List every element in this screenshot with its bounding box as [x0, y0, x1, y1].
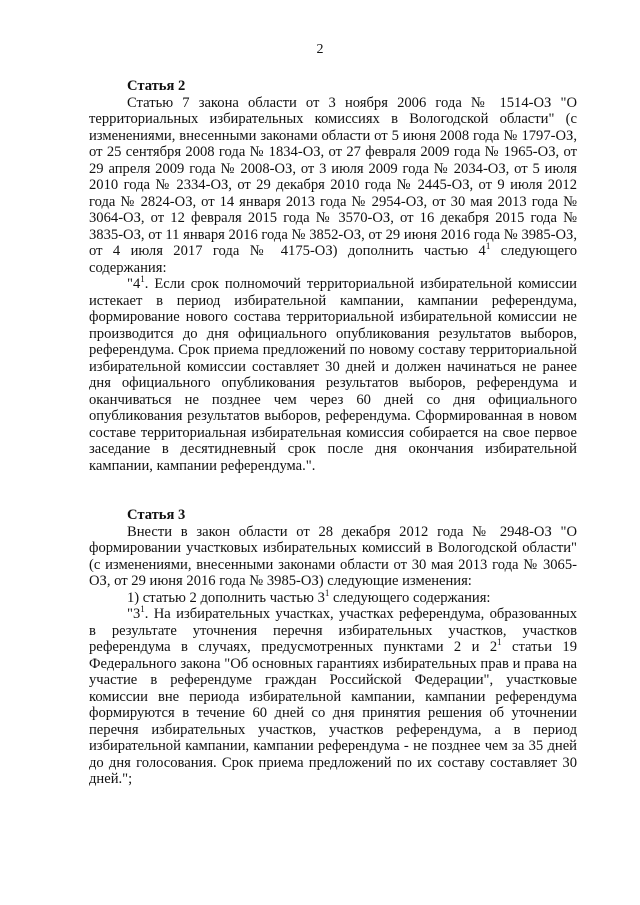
- article-3-paragraph-1: Внести в закон области от 28 декабря 2012 года № 2948-ОЗ "О формировании участковых избирательных комиссий в Вологодской области" (с изменениями, внесенными законами области от 30 мая 2013 года № 3065-ОЗ, от 29 июня 2016 года № 3985-ОЗ) следующие изменения:: [89, 523, 577, 589]
- page-number: 2: [316, 42, 324, 57]
- article-2-paragraph-1: Статью 7 закона области от 3 ноября 2006 года № 1514-ОЗ "О территориальных избирательных комиссиях в Вологодской области" (с изменениями, внесенными законами области от 5 июня 2008 года № 1797-ОЗ, от 25 сентября 2008 года № 1834-ОЗ, от 27 февраля 2009 года № 1965-ОЗ, от 29 апреля 2009 года № 2008-ОЗ, от 3 июля 2009 года № 2034-ОЗ, от 5 июля 2010 года № 2334-ОЗ, от 29 декабря 2010 года № 2445-ОЗ, от 9 июля 2012 года № 2824-ОЗ, от 14 января 2013 года № 2954-ОЗ, от 30 мая 2013 года № 3064-ОЗ, от 12 февраля 2015 года № 3570-ОЗ, от 16 декабря 2015 года № 3835-ОЗ, от 11 января 2016 года № 3852-ОЗ, от 29 июня 2016 года № 3985-ОЗ, от 4 июля 2017 года № 4175-ОЗ) дополнить частью $4^1$ следующего содержания:: [89, 94, 578, 276]
- document-body: [89, 78, 577, 788]
- article-3-paragraph-3: "$3^1$. На избирательных участках, участках референдума, образованных в результате уточнения перечня избирательных участков, участков референдума в случаях, предусмотренных пунктами 2 и $2^1$ статьи 19 Федерального закона "Об основных гарантиях избирательных прав и права на участие в референдуме граждан Российской Федерации", участковые комиссии вне периода избирательной кампании, кампании референдума формируются в течение 60 дней со дня принятия решения об уточнении перечня избирательных участков, участков референдума, а в период избирательной кампании, кампании референдума - не позднее чем за 35 дней до дня голосования. Срок приема предложений по их составу составляет 30 дней.";: [89, 604, 577, 787]
- article-2: [89, 78, 577, 474]
- article-3-paragraph-2: 1) статью 2 дополнить частью $3^1$ следующего содержания:: [127, 587, 491, 606]
- article-2-paragraph-2: "$4^1$. Если срок полномочий территориальной избирательной комиссии истекает в период избирательной кампании, кампании референдума, формирование нового состава территориальной избирательной комиссии не производится до дня официального опубликования результатов выборов, референдума. Срок приема предложений по новому составу территориальной избирательной комиссии составляет 30 дней и должен начинаться не ранее дня официального опубликования результатов выборов, референдума и оканчиваться не позднее чем через 60 дней со дня официального опубликования результатов выборов, референдума. Сформированная в новом составе территориальная избирательная комиссия собирается на свое первое заседание в десятидневный срок после дня окончания избирательной кампании, кампании референдума.".: [89, 274, 577, 474]
- article-3: [89, 507, 577, 788]
- article-2-heading: Статья 2: [127, 78, 186, 94]
- article-3-heading: Статья 3: [127, 507, 186, 523]
- section-spacer: [89, 474, 577, 507]
